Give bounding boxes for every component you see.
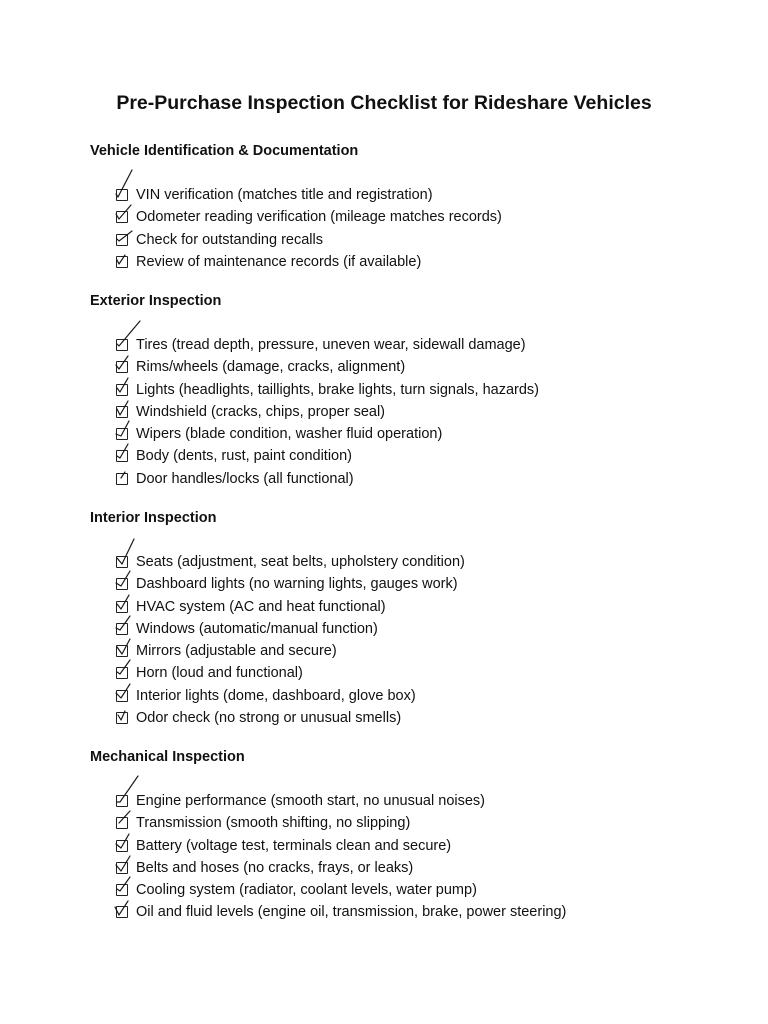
item-label: Horn (loud and functional) [136, 665, 303, 682]
checklist-item [90, 901, 730, 923]
checkbox-checked[interactable] [116, 645, 128, 657]
checklist-item [90, 468, 730, 490]
section-heading: Exterior Inspection [90, 293, 222, 309]
item-label: Check for outstanding recalls [136, 231, 323, 248]
checkbox-checked[interactable] [116, 473, 128, 485]
checklist-item [90, 790, 730, 812]
item-label: Oil and fluid levels (engine oil, transmission, brake, power steering) [136, 904, 567, 921]
item-label: Windows (automatic/manual function) [136, 620, 378, 637]
checkbox-checked[interactable] [116, 601, 128, 613]
checkbox-checked[interactable] [116, 906, 128, 918]
checklist-item [90, 685, 730, 707]
checklist-item [90, 423, 730, 445]
page-title: Pre-Purchase Inspection Checklist for Rideshare Vehicles [116, 92, 652, 114]
checklist-item [90, 573, 730, 595]
checkbox-checked[interactable] [116, 211, 128, 223]
item-label: Interior lights (dome, dashboard, glove box) [136, 687, 416, 704]
section-heading: Vehicle Identification & Documentation [90, 143, 359, 159]
checkbox-checked[interactable] [116, 795, 128, 807]
checkbox-checked[interactable] [116, 361, 128, 373]
item-label: Body (dents, rust, paint condition) [136, 448, 353, 465]
checkbox-checked[interactable] [116, 578, 128, 590]
checkbox-checked[interactable] [116, 234, 128, 246]
checklist-item [90, 334, 730, 356]
checklist-item [90, 707, 730, 729]
checkbox-checked[interactable] [116, 556, 128, 568]
item-label: Dashboard lights (no warning lights, gauges work) [136, 576, 458, 593]
item-label: Odor check (no strong or unusual smells) [136, 710, 402, 727]
checklist-item [90, 618, 730, 640]
section-mechanical-inspection [90, 748, 730, 924]
item-label: Seats (adjustment, seat belts, upholstery condition) [136, 554, 465, 570]
item-label: Tires (tread depth, pressure, uneven wear, sidewall damage) [136, 337, 526, 353]
checkbox-checked[interactable] [116, 712, 128, 724]
checklist-items [90, 184, 730, 273]
item-label: Door handles/locks (all functional) [136, 470, 354, 487]
checklist-item [90, 445, 730, 467]
checklist-item [90, 356, 730, 378]
item-label: HVAC system (AC and heat functional) [136, 598, 386, 615]
item-label: Transmission (smooth shifting, no slipping) [136, 815, 411, 832]
checklist-item [90, 229, 730, 251]
checklist-item [90, 857, 730, 879]
checkbox-checked[interactable] [116, 428, 128, 440]
checklist-item [90, 812, 730, 834]
section-vehicle-identification [90, 142, 730, 273]
item-label: Cooling system (radiator, coolant levels, water pump) [136, 882, 477, 899]
checklist-items [90, 334, 730, 490]
item-label: Belts and hoses (no cracks, frays, or leaks) [136, 859, 414, 876]
checkbox-checked[interactable] [116, 384, 128, 396]
checklist-items [90, 551, 730, 729]
checkbox-checked[interactable] [116, 884, 128, 896]
checklist-item [90, 640, 730, 662]
item-label: Lights (headlights, taillights, brake lights, turn signals, hazards) [136, 381, 539, 398]
item-label: Odometer reading verification (mileage matches records) [136, 209, 502, 226]
section-heading: Mechanical Inspection [90, 749, 245, 765]
checklist-item [90, 879, 730, 901]
checkbox-checked[interactable] [116, 450, 128, 462]
checklist-item [90, 596, 730, 618]
item-label: Windshield (cracks, chips, proper seal) [136, 403, 386, 420]
section-interior-inspection [90, 509, 730, 729]
item-label: Rims/wheels (damage, cracks, alignment) [136, 359, 406, 376]
checkbox-checked[interactable] [116, 623, 128, 635]
checkbox-checked[interactable] [116, 817, 128, 829]
checkbox-checked[interactable] [116, 256, 128, 268]
checklist-items [90, 790, 730, 924]
checklist-item [90, 401, 730, 423]
checkbox-checked[interactable] [116, 667, 128, 679]
section-exterior-inspection [90, 292, 730, 490]
item-label: Mirrors (adjustable and secure) [136, 643, 337, 660]
checklist-item [90, 206, 730, 228]
checklist-item [90, 184, 730, 206]
checklist-item [90, 379, 730, 401]
item-label: Wipers (blade condition, washer fluid operation) [136, 426, 443, 443]
checklist-item [90, 662, 730, 684]
checkbox-checked[interactable] [116, 339, 128, 351]
checkbox-checked[interactable] [116, 406, 128, 418]
checkbox-checked[interactable] [116, 862, 128, 874]
checklist-item [90, 551, 730, 573]
item-label: Battery (voltage test, terminals clean and secure) [136, 837, 452, 854]
checkbox-checked[interactable] [116, 690, 128, 702]
section-heading: Interior Inspection [90, 510, 217, 526]
checklist-item [90, 251, 730, 273]
checklist-item [90, 835, 730, 857]
checkbox-checked[interactable] [116, 189, 128, 201]
item-label: Review of maintenance records (if available) [136, 253, 422, 270]
item-label: VIN verification (matches title and registration) [136, 187, 433, 203]
item-label: Engine performance (smooth start, no unusual noises) [136, 793, 485, 809]
checkbox-checked[interactable] [116, 840, 128, 852]
